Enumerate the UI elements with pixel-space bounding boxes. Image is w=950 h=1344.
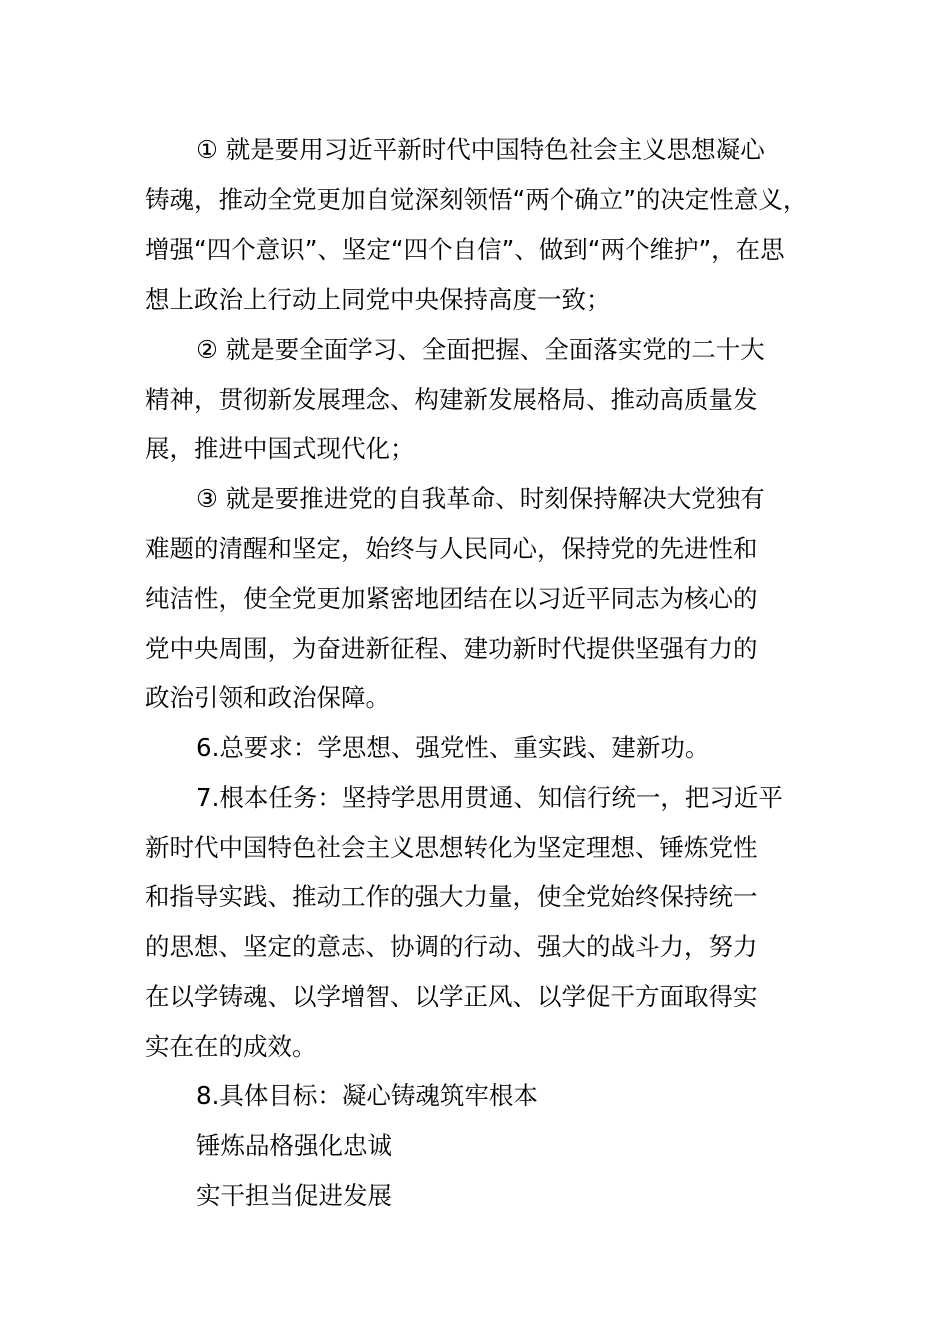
paragraph-3-line-4: 党中央周围，为奋进新征程、建功新时代提供坚强有力的 <box>145 634 758 663</box>
item-8-line-3: 实干担当促进发展 <box>196 1181 392 1210</box>
paragraph-2-line-2: 精神，贯彻新发展理念、构建新发展格局、推动高质量发 <box>145 385 758 414</box>
item-7-line-3: 和指导实践、推动工作的强大力量，使全党始终保持统一 <box>145 882 758 911</box>
item-6-general-requirement: 6.总要求：学思想、强党性、重实践、建新功。 <box>196 733 710 762</box>
paragraph-3-line-1: ③ 就是要推进党的自我革命、时刻保持解决大党独有 <box>196 484 765 513</box>
item-7-line-5: 在以学铸魂、以学增智、以学正风、以学促干方面取得实 <box>145 982 758 1011</box>
item-7-line-2: 新时代中国特色社会主义思想转化为坚定理想、锤炼党性 <box>145 833 758 862</box>
item-7-line-4: 的思想、坚定的意志、协调的行动、强大的战斗力，努力 <box>145 932 758 961</box>
item-8-line-2: 锤炼品格强化忠诚 <box>196 1131 392 1160</box>
paragraph-3-line-5: 政治引领和政治保障。 <box>145 683 390 712</box>
paragraph-2-line-1: ② 就是要全面学习、全面把握、全面落实党的二十大 <box>196 335 765 364</box>
item-7-line-1: 7.根本任务：坚持学思用贯通、知信行统一，把习近平 <box>196 783 783 812</box>
paragraph-2-line-3: 展，推进中国式现代化； <box>145 434 415 463</box>
item-7-line-6: 实在在的成效。 <box>145 1032 317 1061</box>
paragraph-3-line-2: 难题的清醒和坚定，始终与人民同心，保持党的先进性和 <box>145 534 758 563</box>
paragraph-1-line-2: 铸魂，推动全党更加自觉深刻领悟“两个确立”的决定性意义， <box>145 185 808 214</box>
paragraph-1-line-3: 增强“四个意识”、坚定“四个自信”、做到“两个维护”，在思 <box>145 235 785 264</box>
paragraph-1-line-1: ① 就是要用习近平新时代中国特色社会主义思想凝心 <box>196 135 765 164</box>
paragraph-3-line-3: 纯洁性，使全党更加紧密地团结在以习近平同志为核心的 <box>145 584 758 613</box>
item-8-line-1: 8.具体目标：凝心铸魂筑牢根本 <box>196 1081 538 1110</box>
paragraph-1-line-4: 想上政治上行动上同党中央保持高度一致； <box>145 285 611 314</box>
